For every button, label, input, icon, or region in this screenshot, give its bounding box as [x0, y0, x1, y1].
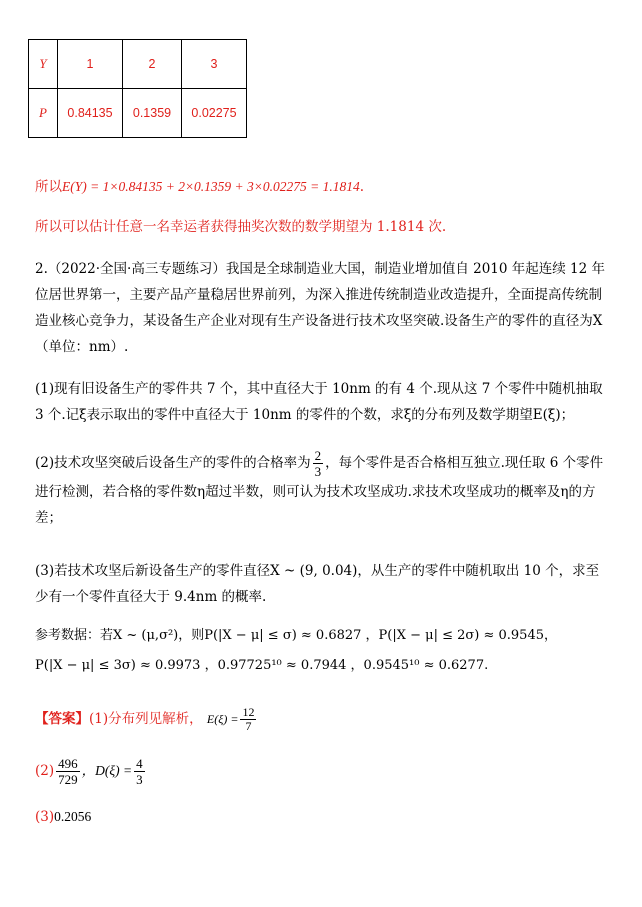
answer-part2-fraction-2 — [134, 756, 145, 787]
table-cell: 0.02275 — [182, 89, 247, 138]
answer-part3 — [35, 807, 91, 827]
part2-fraction — [313, 448, 324, 479]
problem-intro: 2.（2022·全国·高三专题练习）我国是全球制造业大国，制造业增加值自 2010 年起连续 12 年位居世界第一，主要产品产量稳居世界前列，为深入推进传统制造业改造提升，全面提高传统制造业核心竞争力，某设备生产企业对现有生产设备进行技术攻坚突破.设备生产的零件的直径为X（单位：nm）. — [35, 261, 606, 355]
answer-part1-expr: E(ξ) = — [206, 712, 239, 726]
fraction-numerator: 12 — [242, 705, 255, 719]
table-header-p: P — [29, 89, 58, 138]
problem-part2 — [35, 448, 610, 531]
answer-part2-fraction — [56, 756, 80, 787]
expectation-line — [35, 177, 364, 197]
reference-line-2: P(|X − μ| ≤ 3σ) ≈ 0.9973 ，0.97725¹⁰ ≈ 0.7944 ，0.9545¹⁰ ≈ 0.6277. — [35, 658, 489, 673]
part2-text-a: (2)技术攻坚突破后设备生产的零件的合格率为 — [35, 455, 311, 471]
table-cell: 2 — [123, 40, 182, 89]
expectation-formula: E(Y) = 1×0.84135 + 2×0.1359 + 3×0.02275 = 1.1814 — [62, 179, 360, 194]
answer-part1 — [35, 704, 258, 734]
expectation-suffix: . — [359, 179, 365, 195]
table-cell: 3 — [182, 40, 247, 89]
table-cell: 0.84135 — [58, 89, 123, 138]
fraction-numerator: 2 — [314, 448, 322, 463]
fraction-numerator: 4 — [136, 756, 143, 771]
table-cell: 0.1359 — [123, 89, 182, 138]
expectation-prefix: 所以 — [35, 179, 62, 195]
answer-label: 【答案】 — [35, 711, 89, 727]
fraction-denominator: 3 — [314, 464, 322, 479]
answer-part1-fraction — [240, 706, 256, 733]
answer-part2-label: (2) — [35, 763, 55, 779]
answer-part2-expr: ，D(ξ) = — [81, 763, 133, 778]
reference-line-1: 参考数据：若X ~ (μ,σ²)，则P(|X − μ| ≤ σ) ≈ 0.6827 ，P(|X − μ| ≤ 2σ) ≈ 0.9545， — [35, 628, 557, 643]
problem-part3: (3)若技术攻坚后新设备生产的零件直径X ~ (9, 0.04)，从生产的零件中随机取出 10 个，求至少有一个零件直径大于 9.4nm 的概率. — [35, 563, 600, 605]
answer-part3-value: 0.2056 — [54, 809, 92, 824]
table-cell: 1 — [58, 40, 123, 89]
distribution-table — [28, 39, 247, 138]
answer-part1-text: (1)分布列见解析， — [89, 711, 203, 727]
table-header-y: Y — [29, 40, 58, 89]
fraction-denominator: 3 — [136, 772, 143, 787]
fraction-denominator: 7 — [240, 719, 256, 733]
table-row — [29, 89, 247, 138]
table-row — [29, 40, 247, 89]
part2-text-b: ，每个零件是否合格相互独立.现任取 6 个零件进行检测，若合格的零件数η超过半数，则可认为技术攻坚成功.求技术攻坚成功的概率及η的方差； — [35, 455, 604, 526]
answer-part3-label: (3) — [35, 809, 55, 825]
fraction-denominator: 729 — [58, 772, 78, 787]
problem-part1: (1)现有旧设备生产的零件共 7 个，其中直径大于 10nm 的有 4 个.现从这 7 个零件中随机抽取 3 个.记ξ表示取出的零件中直径大于 10nm 的零件的个数，求ξ的分布列及数学期望E(ξ)； — [35, 381, 603, 423]
conclusion-text: 所以可以估计任意一名幸运者获得抽奖次数的数学期望为 1.1814 次. — [35, 219, 447, 235]
answer-part2 — [35, 753, 147, 789]
fraction-numerator: 496 — [58, 756, 78, 771]
